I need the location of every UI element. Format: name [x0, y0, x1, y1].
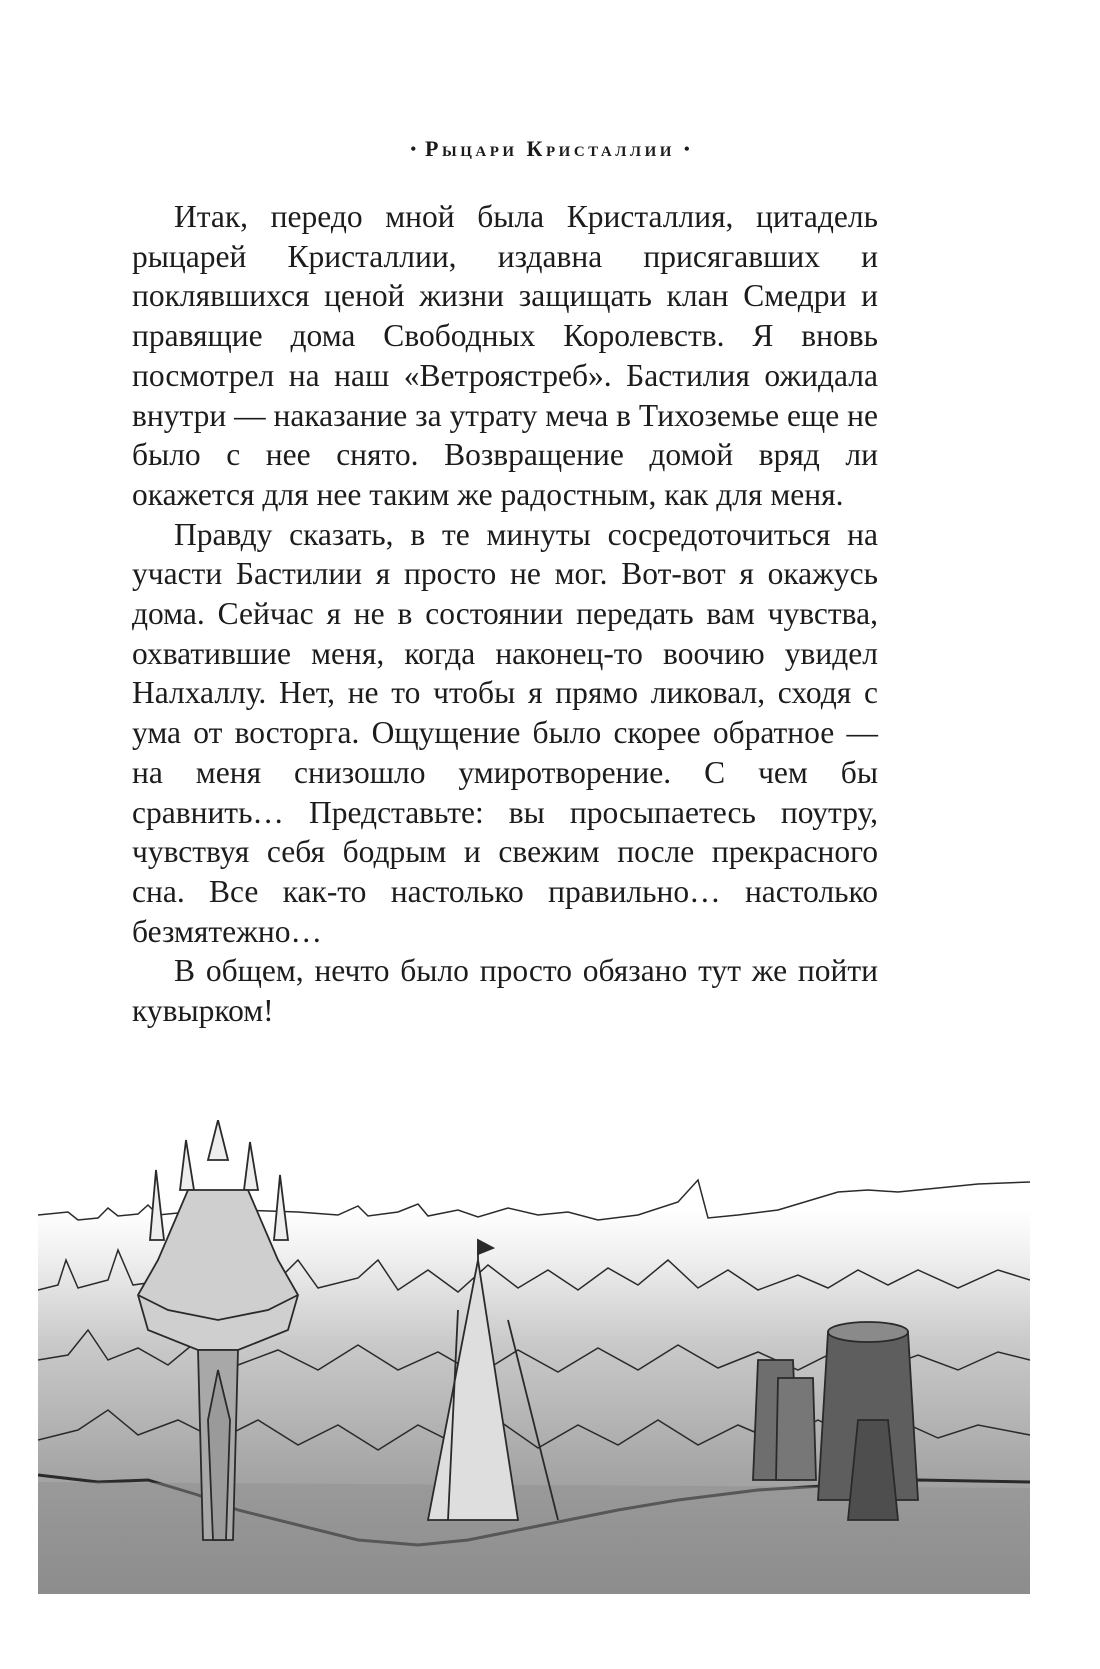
- city-skyline-icon: [38, 1120, 1030, 1594]
- paragraph-2: Правду сказать, в те минуты сосредоточиться на участи Бастилии я просто не мог. Вот-вот я окажусь дома. Сейчас я не в состоянии передать вам чувства, охватившие меня, когда наконец-то воочию увидел Налхаллу. Нет, не то чтобы я прямо ликовал, сходя с ума от восторга. Ощущение было скорее обратное — на меня снизошло умиротворение. С чем бы сравнить… Представьте: вы просыпаетесь поутру, чувствуя себя бодрым и свежим после прекрасного сна. Все как-то настолько правильно… настолько безмятежно…: [132, 516, 878, 949]
- body-text: [132, 197, 878, 1031]
- paragraph-3: В общем, нечто было просто обязано тут же пойти кувырком!: [132, 953, 878, 1029]
- book-title: Рыцари Кристаллии: [425, 136, 675, 161]
- ornament-right-icon: •: [683, 141, 690, 158]
- running-head: [0, 136, 1100, 162]
- paragraph-1: Итак, передо мной была Кристаллия, цитадель рыцарей Кристаллии, издавна присягавших и поклявшихся ценой жизни защищать клан Смедри и правящие дома Свободных Королевств. Я вновь посмотрел на наш «Ветроястреб». Бастилия ожидала внутри — наказание за утрату меча в Тихоземье еще не было с нее снято. Возвращение домой вряд ли окажется для нее таким же радостным, как для меня.: [132, 199, 878, 512]
- ornament-left-icon: •: [410, 141, 417, 158]
- city-illustration: [38, 1120, 1030, 1594]
